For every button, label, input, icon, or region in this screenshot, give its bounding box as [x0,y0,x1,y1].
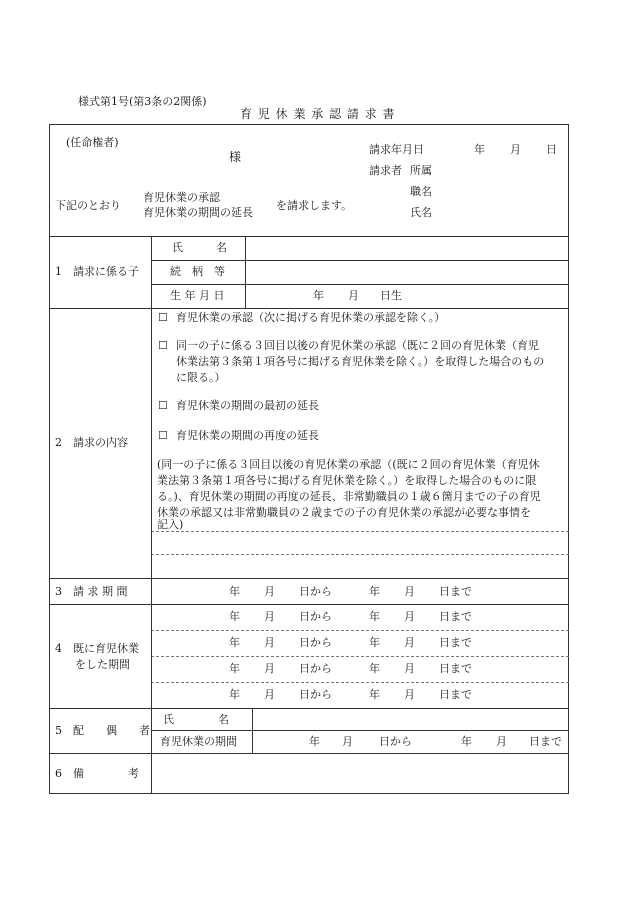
child-relation-label: 続 柄 等 [170,265,225,278]
spouse-period-label: 育児休業の期間 [160,735,237,748]
date-year: 年 [474,143,485,156]
divider [151,284,569,285]
note-line-4: 休業の承認又は非常勤職員の２歳までの子の育児休業の承認が必要な事情を [157,506,531,519]
period-from-month: 月 [264,585,275,598]
option-extension: 育児休業の期間の延長 [143,206,253,219]
past-period-4: 年 月 日から 年 月 日まで [229,688,472,701]
column-divider [151,236,152,793]
past-period-3: 年 月 日から 年 月 日まで [229,662,472,675]
form-number: 様式第1号(第3条の2関係) [78,95,207,108]
section-3-label: 3 請 求 期 間 [55,585,128,598]
checkbox-option-2[interactable]: ☐ [158,339,168,352]
option-approval: 育児休業の承認 [143,191,220,204]
dashed-line [151,656,569,657]
birth-month: 月 [348,289,359,302]
section-4-label-line-1: 4 既に育児休業 [55,642,139,655]
spouse-name-label: 氏 名 [163,713,229,726]
option-3-text: 育児休業の期間の最初の延長 [176,399,319,412]
period-to-year: 年 [369,585,380,598]
section-2-label: 2 請求の内容 [55,436,128,449]
reason-field[interactable] [152,532,568,577]
child-relation-field[interactable] [246,261,568,283]
note-line-5: 記入) [157,518,184,531]
date-day: 日 [546,143,557,156]
option-1-text: 育児休業の承認（次に掲げる育児休業の承認を除く。） [176,311,446,324]
dashed-line [151,682,569,683]
birth-day: 日生 [380,289,402,302]
checkbox-option-4[interactable]: ☐ [158,429,168,442]
divider [49,604,569,605]
page-title: 育 児 休 業 承 認 請 求 書 [240,107,396,121]
section-6-label: 6 備 考 [55,767,139,780]
post-label: 職名 [410,185,432,198]
note-line-1: (同一の子に係る３回目以後の育児休業の承認（(既に２回の育児休業（育児休 [157,458,540,471]
requester-label: 請求者 [369,164,402,177]
name-label: 氏名 [410,206,432,219]
affiliation-label: 所属 [410,164,432,177]
section-5-label: 5 配 偶 者 [55,724,150,737]
period-from-day: 日から [299,585,332,598]
spouse-name-field[interactable] [253,709,568,729]
option-2-line-2: 休業法第３条第１項各号に掲げる育児休業を除く。）を取得した場合のもの [176,355,545,368]
remarks-field[interactable] [152,754,568,793]
option-2-line-1: 同一の子に係る３回目以後の育児休業の承認（既に２回の育児休業（育児 [176,339,539,352]
section-4-label-line-2: をした期間 [75,658,130,671]
period-to-month: 月 [404,585,415,598]
spouse-period: 年 月 日から 年 月 日まで [309,735,562,748]
section-1-label: 1 請求に係る子 [55,265,139,278]
period-to-day: 日まで [439,585,472,598]
checkbox-option-1[interactable]: ☐ [158,311,168,324]
as-follows-label: 下記のとおり [55,199,121,212]
child-name-label: 氏 名 [172,241,227,254]
child-name-field[interactable] [246,237,568,259]
note-line-3: る。)、育児休業の期間の再度の延長、非常勤職員の１歳６箇月までの子の育児 [157,490,541,503]
divider [49,578,569,579]
divider [151,730,569,731]
past-period-1: 年 月 日から 年 月 日まで [229,610,472,623]
date-month: 月 [510,143,521,156]
option-4-text: 育児休業の期間の再度の延長 [176,429,319,442]
period-from-year: 年 [229,585,240,598]
note-line-2: 業法第３条第１項各号に掲げる育児休業を除く。）を取得した場合のものに限 [157,474,537,487]
honorific: 様 [229,150,242,164]
birth-year: 年 [313,289,324,302]
request-suffix: を請求します。 [276,199,353,212]
dashed-line [151,630,569,631]
request-date-label: 請求年月日 [369,143,424,156]
child-birthdate-label: 生 年 月 日 [170,289,225,302]
past-period-2: 年 月 日から 年 月 日まで [229,636,472,649]
appointer-label: (任命権者) [66,136,119,149]
checkbox-option-3[interactable]: ☐ [158,399,168,412]
option-2-line-3: に限る。） [176,371,226,384]
divider [49,308,569,309]
